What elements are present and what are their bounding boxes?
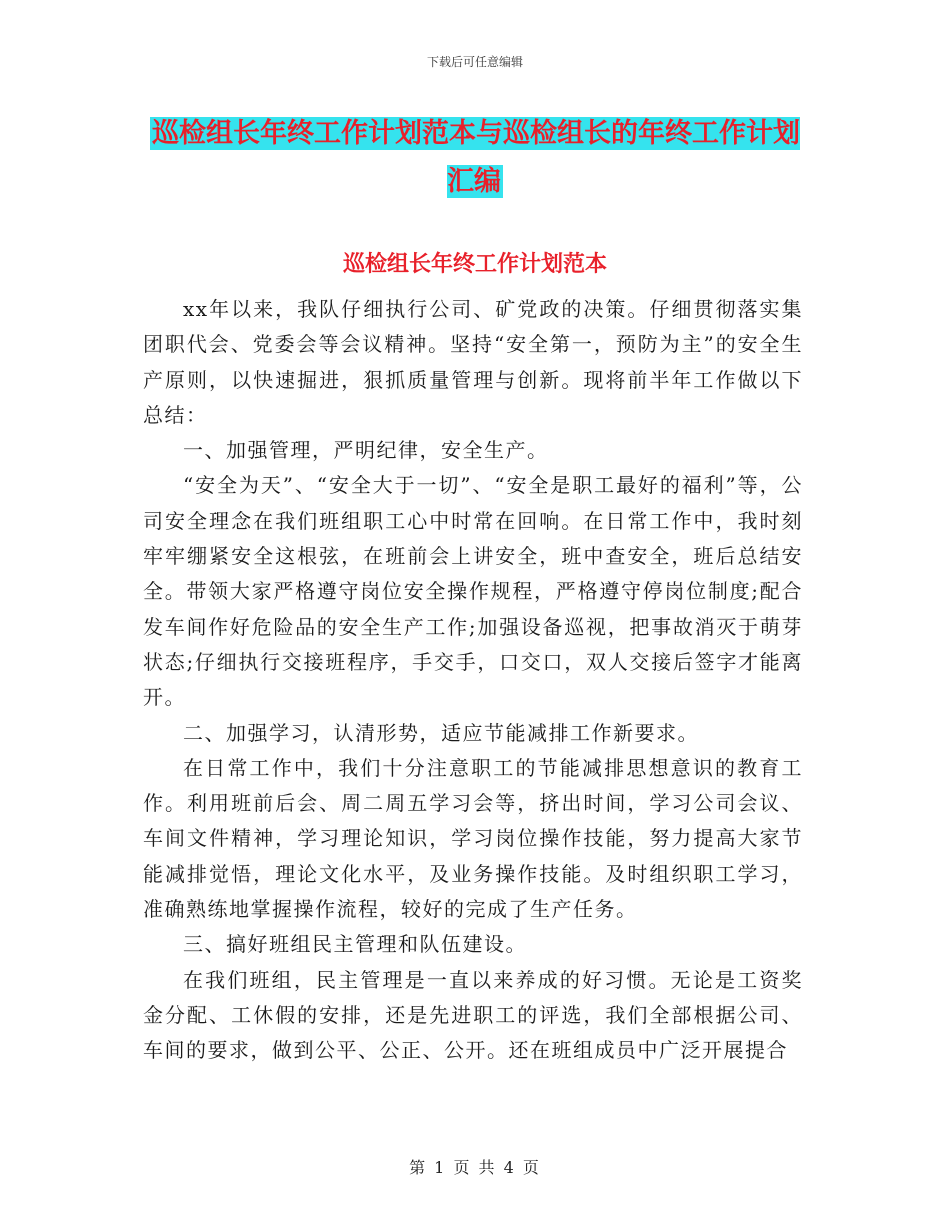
document-title-text: 巡检组长年终工作计划范本与巡检组长的年终工作计划汇编 xyxy=(152,118,800,197)
page-header-note: 下载后可任意编辑 xyxy=(426,55,523,69)
heading-section-2: 二、加强学习，认清形势，适应节能减排工作新要求。 xyxy=(183,720,699,745)
section-title: 巡检组长年终工作计划范本 xyxy=(342,252,607,277)
page-number: 第 1 页 共 4 页 xyxy=(409,1158,541,1177)
paragraph-learning: 在日常工作中，我们十分注意职工的节能减排思想意识的教育工作。利用班前后会、周二周五学习会等，挤出时间，学习公司会议、车间文件精神，学习理论知识，学习岗位操作技能，努力提高大家节能减排觉悟，理论文化水平，及业务操作技能。及时组织职工学习，准确熟练地掌握操作流程，较好的完成了生产任务。 xyxy=(143,755,803,922)
document-body xyxy=(143,292,803,1069)
paragraph-safety: “安全为天”、“安全大于一切”、“安全是职工最好的福利”等，公司安全理念在我们班组职工心中时常在回响。在日常工作中，我时刻牢牢绷紧安全这根弦，在班前会上讲安全，班中查安全，班后总结安全。带领大家严格遵守岗位安全操作规程，严格遵守停岗位制度;配合发车间作好危险品的安全生产工作;加强设备巡视，把事故消灭于萌芽状态;仔细执行交接班程序，手交手，口交口，双人交接后签字才能离开。 xyxy=(143,473,803,710)
paragraph-intro: xx年以来，我队仔细执行公司、矿党政的决策。仔细贯彻落实集团职代会、党委会等会议精神。坚持“安全第一，预防为主”的安全生产原则，以快速掘进，狠抓质量管理与创新。现将前半年工作做以下总结： xyxy=(143,297,803,427)
document-title xyxy=(150,110,800,206)
heading-section-1: 一、加强管理，严明纪律，安全生产。 xyxy=(183,438,549,463)
paragraph-democracy: 在我们班组，民主管理是一直以来养成的好习惯。无论是工资奖金分配、工休假的安排，还是先进职工的评选，我们全部根据公司、车间的要求，做到公平、公正、公开。还在班组成员中广泛开展提合 xyxy=(143,967,803,1063)
heading-section-3: 三、搞好班组民主管理和队伍建设。 xyxy=(183,932,527,957)
